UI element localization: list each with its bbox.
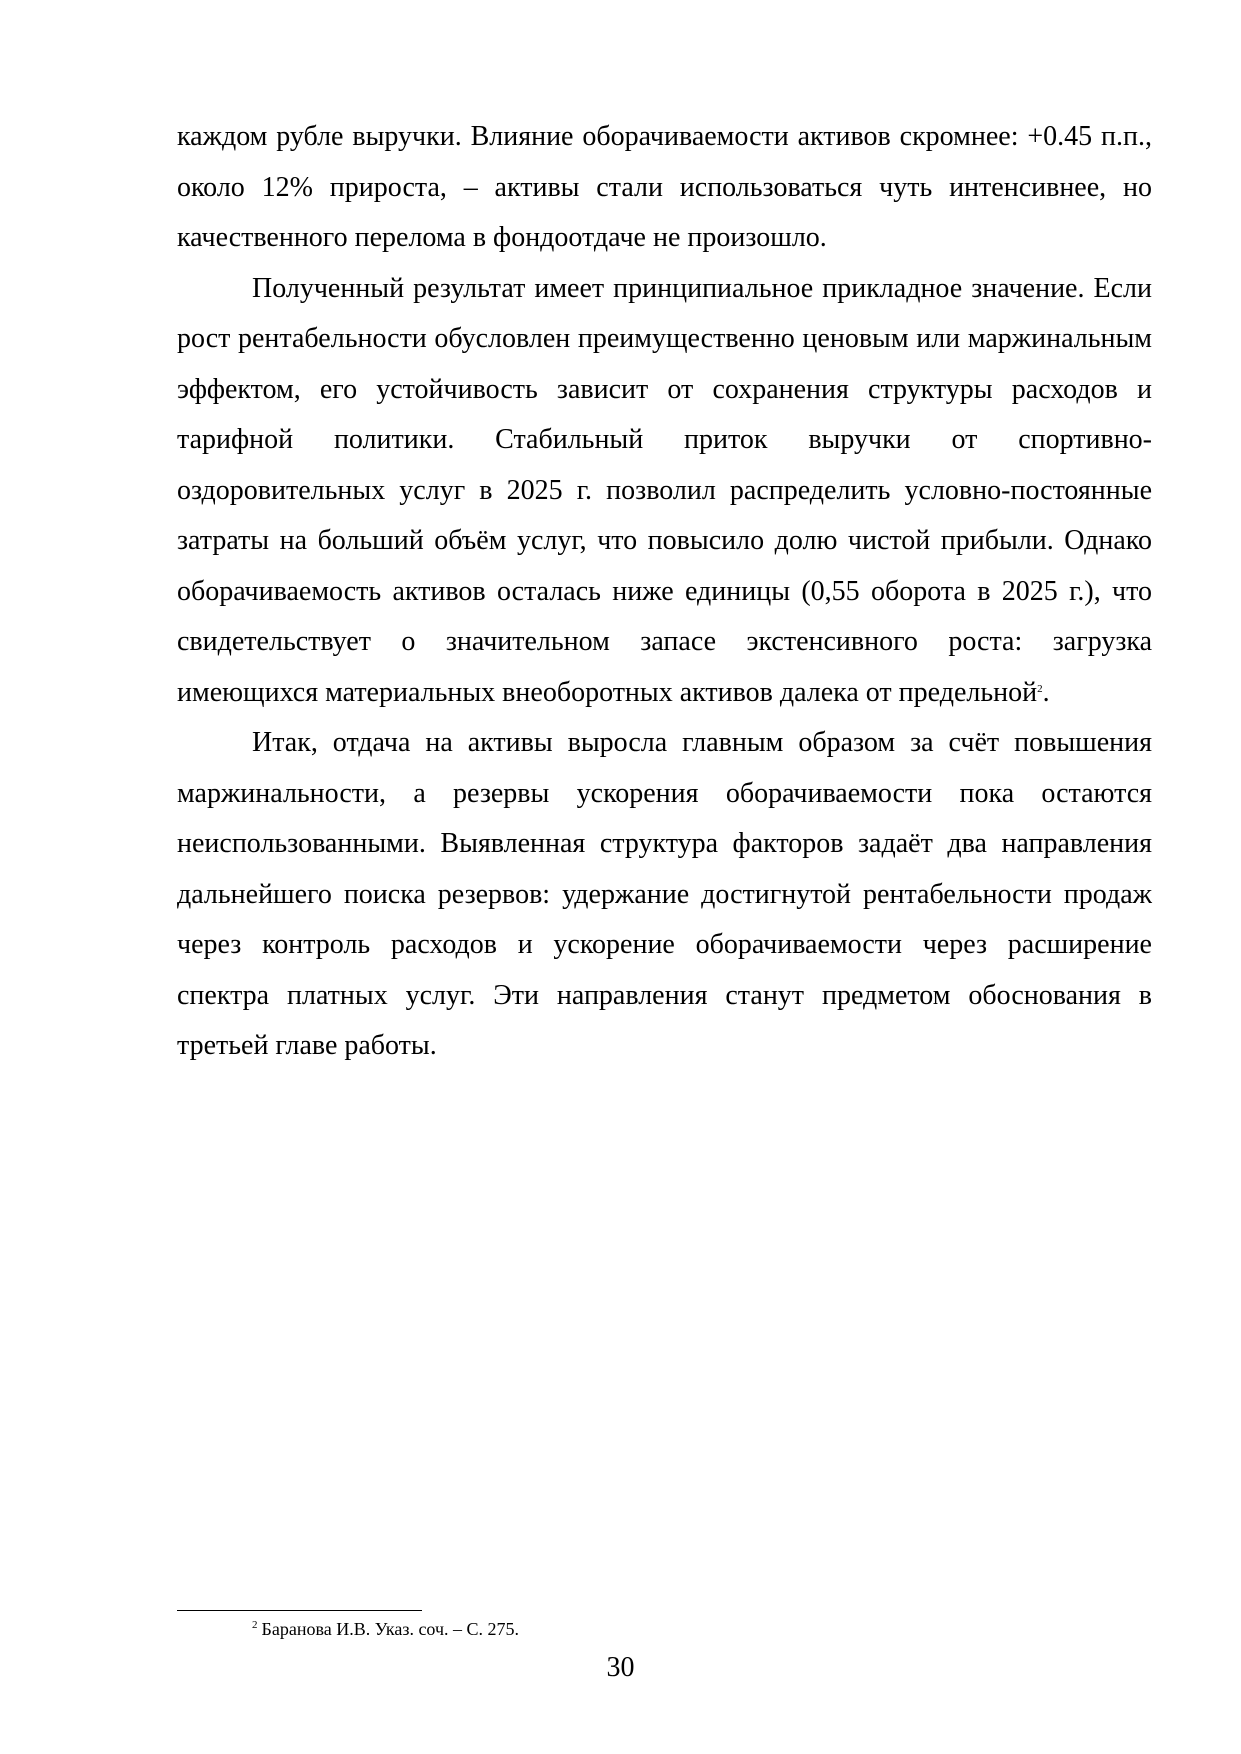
paragraph-text: Полученный результат имеет принципиальное прикладное значение. Если рост рентабельности обусловлен преимущественно ценовым или маржинальным эффектом, его устойчивость зависит от сохранения структуры расходов и тарифной политики. Стабильный приток выручки от спортивно-оздоровительных услуг в 2025 г. позволил распределить условно-постоянные затраты на больший объём услуг, что повысило долю чистой прибыли. Однако оборачиваемость активов осталась ниже единицы (0,55 оборота в 2025 г.), что свидетельствует о значительном запасе экстенсивного роста: загрузка имеющихся материальных внеоборотных активов далека от предельной (177, 272, 1152, 708)
footnote-separator (177, 1610, 422, 1611)
paragraph (177, 264, 1152, 719)
paragraph-continued: каждом рубле выручки. Влияние оборачиваемости активов скромнее: +0.45 п.п., около 12% прироста, – активы стали использоваться чуть интенсивнее, но качественного перелома в фондоотдаче не произошло. (177, 121, 1152, 253)
footnote (252, 1617, 519, 1641)
footnote-text: Баранова И.В. Указ. соч. – С. 275. (261, 1619, 520, 1639)
page-number: 30 (606, 1652, 635, 1683)
body-text (177, 112, 1152, 1072)
paragraph-end: . (1042, 676, 1050, 708)
paragraph: Итак, отдача на активы выросла главным образом за счёт повышения маржинальности, а резервы ускорения оборачиваемости пока остаются неиспользованными. Выявленная структура факторов задаёт два направления дальнейшего поиска резервов: удержание достигнутой рентабельности продаж через контроль расходов и ускорение оборачиваемости через расширение спектра платных услуг. Эти направления станут предметом обоснования в третьей главе работы. (177, 727, 1152, 1061)
footnote-reference[interactable]: 2 (1037, 682, 1043, 695)
footnote-mark: 2 (252, 1619, 258, 1631)
